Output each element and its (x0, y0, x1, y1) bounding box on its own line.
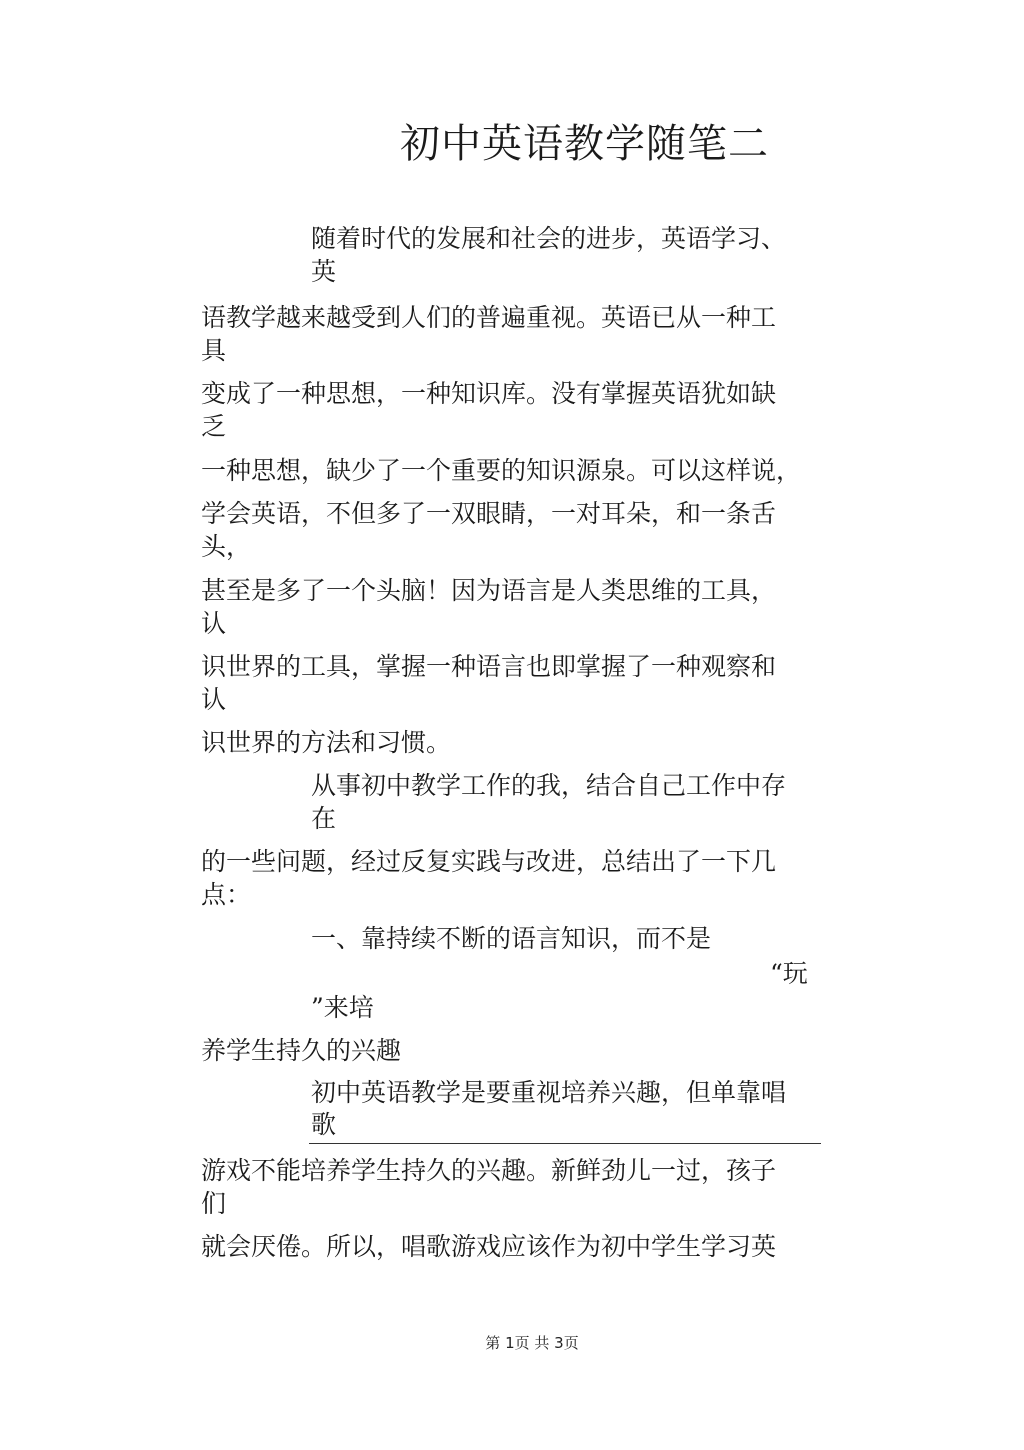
paragraph-line: 变成了一种思想，一种知识库。没有掌握英语犹如缺 (201, 379, 777, 408)
paragraph-line: 的一些问题，经过反复实践与改进，总结出了一下几 (201, 847, 777, 876)
document-title: 初中英语教学随笔二 (400, 121, 769, 167)
page-footer: 第 1页 共 3页 (485, 1334, 579, 1352)
paragraph-line: 一种思想，缺少了一个重要的知识源泉。可以这样说， (201, 456, 802, 485)
section-heading-line: 一、靠持续不断的语言知识，而不是 (311, 924, 712, 953)
paragraph-line: 识世界的工具，掌握一种语言也即掌握了一种观察和 (201, 652, 777, 681)
paragraph-line: 就会厌倦。所以，唱歌游戏应该作为初中学生学习英 (201, 1232, 777, 1261)
paragraph-line: 乏 (201, 412, 227, 441)
paragraph-line: 们 (201, 1189, 227, 1218)
section-heading-line: 养学生持久的兴趣 (201, 1036, 402, 1065)
paragraph-line: 英 (311, 257, 337, 286)
paragraph-line: 头， (201, 532, 252, 561)
paragraph-line: 随着时代的发展和社会的进步，英语学习、 (311, 224, 787, 253)
paragraph-line: 语教学越来越受到人们的普遍重视。英语已从一种工 (201, 303, 777, 332)
paragraph-line: 认 (201, 609, 227, 638)
paragraph-line: 游戏不能培养学生持久的兴趣。新鲜劲儿一过，孩子 (201, 1156, 777, 1185)
section-heading-line: ”来培 (311, 993, 374, 1022)
paragraph-line: 认 (201, 685, 227, 714)
paragraph-line: 从事初中教学工作的我，结合自己工作中存 (311, 771, 787, 800)
paragraph-line: 学会英语，不但多了一双眼睛，一对耳朵，和一条舌 (201, 499, 777, 528)
paragraph-line: 识世界的方法和习惯。 (201, 728, 452, 757)
paragraph-line: 初中英语教学是要重视培养兴趣，但单靠唱 (311, 1078, 787, 1107)
paragraph-line: 在 (311, 804, 337, 833)
paragraph-line: 甚至是多了一个头脑！因为语言是人类思维的工具， (201, 576, 777, 605)
paragraph-line: 具 (201, 336, 227, 365)
paragraph-line: 歌 (311, 1110, 337, 1139)
paragraph-line: 点： (201, 880, 252, 909)
section-heading-line: “玩 (770, 959, 808, 988)
horizontal-rule (309, 1143, 821, 1144)
